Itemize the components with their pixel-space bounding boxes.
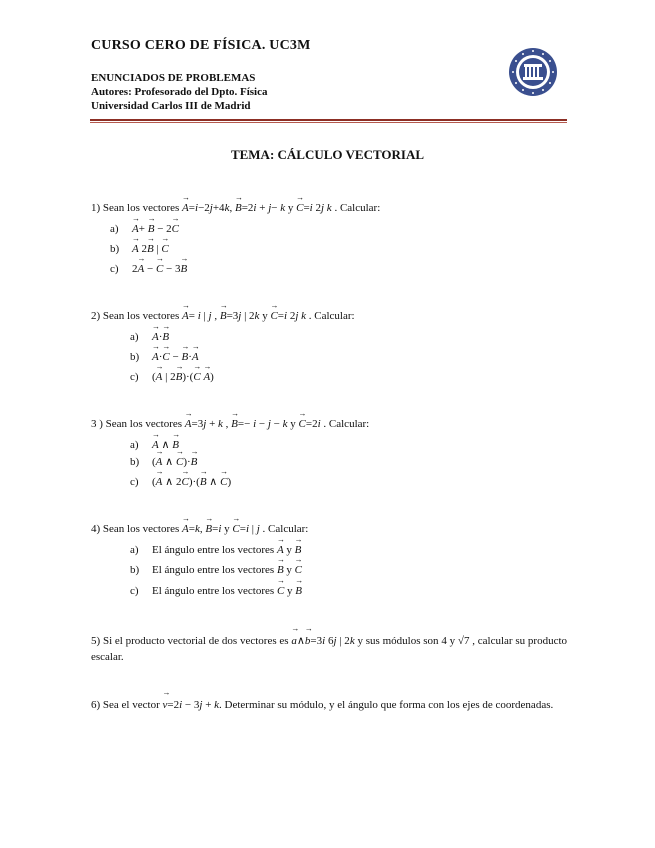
list-item: b)→ A·→ C − → B·→ A [130, 351, 199, 363]
list-item: c) (→ A ∧ 2→ C)·(→ B ∧ → C) [130, 475, 231, 488]
formula: → A·→ C − → B·→ A [152, 351, 199, 363]
formula: → A y → B [277, 544, 301, 556]
list-item: c) 2→ A − → C − 3→ B [110, 263, 187, 275]
formula: → A+ → B − 2→ C [132, 223, 179, 235]
problem-6: 6) Sea el vector → v=2i − 3j + k. Determinar su módulo, y el ángulo que forma con los ejes de coordenadas. [91, 697, 567, 713]
list-item: a)→ A+ → B − 2→ C [110, 223, 179, 235]
course-title: CURSO CERO DE FÍSICA. UC3M [91, 38, 311, 53]
list-item: a)→ A ∧ → B [130, 438, 179, 451]
page-title: TEMA: CÁLCULO VECTORIAL [230, 147, 425, 162]
header-line-3: Universidad Carlos III de Madrid [91, 100, 251, 112]
header-rule-thin [90, 122, 567, 123]
problem-5: 5) Si el producto vectorial de dos vectores es → a∧→ b=3i 6j | 2k y sus módulos son 4 y √7 , calcular su producto escalar. [91, 633, 567, 665]
list-item: b) El ángulo entre los vectores → B y → C [130, 564, 302, 576]
list-item: b)→ A 2→ B | → C [110, 243, 169, 255]
formula: → A ∧ → B [152, 439, 179, 451]
formula: → B y → C [277, 564, 302, 576]
problem-1: 1) Sean los vectores → A=i−2j+4k, → B=2i + j− k y → C=i 2j k . Calcular: [91, 202, 567, 214]
list-item: c) (→ A | 2→ B)·(→ C → A) [130, 371, 214, 383]
formula: → A=3j + k , → B=− i − j − k y → C=2i [185, 418, 321, 430]
formula: (→ A ∧ 2→ C)·(→ B ∧ → C) [152, 476, 231, 488]
formula: → a∧→ b=3i 6j | 2k [291, 635, 354, 647]
header-line-2: Autores: Profesorado del Dpto. Física [91, 86, 268, 98]
problem-2: 2) Sean los vectores → A= i | j , → B=3j | 2k y → C=i 2j k . Calcular: [91, 310, 567, 322]
list-item: a)→ A·→ B [130, 331, 169, 343]
list-item: a) El ángulo entre los vectores → A y → B [130, 544, 301, 556]
formula: → A=k, → B=i y → C=i | j [182, 523, 260, 535]
formula: → C y → B [277, 585, 302, 597]
formula: 2→ A − → C − 3→ B [132, 263, 187, 275]
formula: → A 2→ B | → C [132, 243, 169, 255]
formula: → A·→ B [152, 331, 169, 343]
list-item: b) (→ A ∧ → C)·→ B [130, 455, 197, 468]
formula: → v=2i − 3j + k [162, 699, 219, 711]
formula: (→ A | 2→ B)·(→ C → A) [152, 371, 214, 383]
formula: (→ A ∧ → C)·→ B [152, 456, 197, 468]
problem-4: 4) Sean los vectores → A=k, → B=i y → C=i | j . Calcular: [91, 523, 567, 535]
header-line-1: ENUNCIADOS DE PROBLEMAS [91, 72, 256, 84]
formula: → A=i−2j+4k, → B=2i + j− k y → C=i 2j k [182, 202, 332, 214]
formula: √7 , [457, 635, 475, 647]
header-rule [90, 119, 567, 121]
uc3m-seal-icon [508, 47, 558, 97]
list-item: c) El ángulo entre los vectores → C y → B [130, 585, 302, 597]
problem-3: 3 ) Sean los vectores → A=3j + k , → B=− i − j − k y → C=2i . Calcular: [91, 418, 567, 430]
formula: → A= i | j , → B=3j | 2k y → C=i 2j k [182, 310, 306, 322]
